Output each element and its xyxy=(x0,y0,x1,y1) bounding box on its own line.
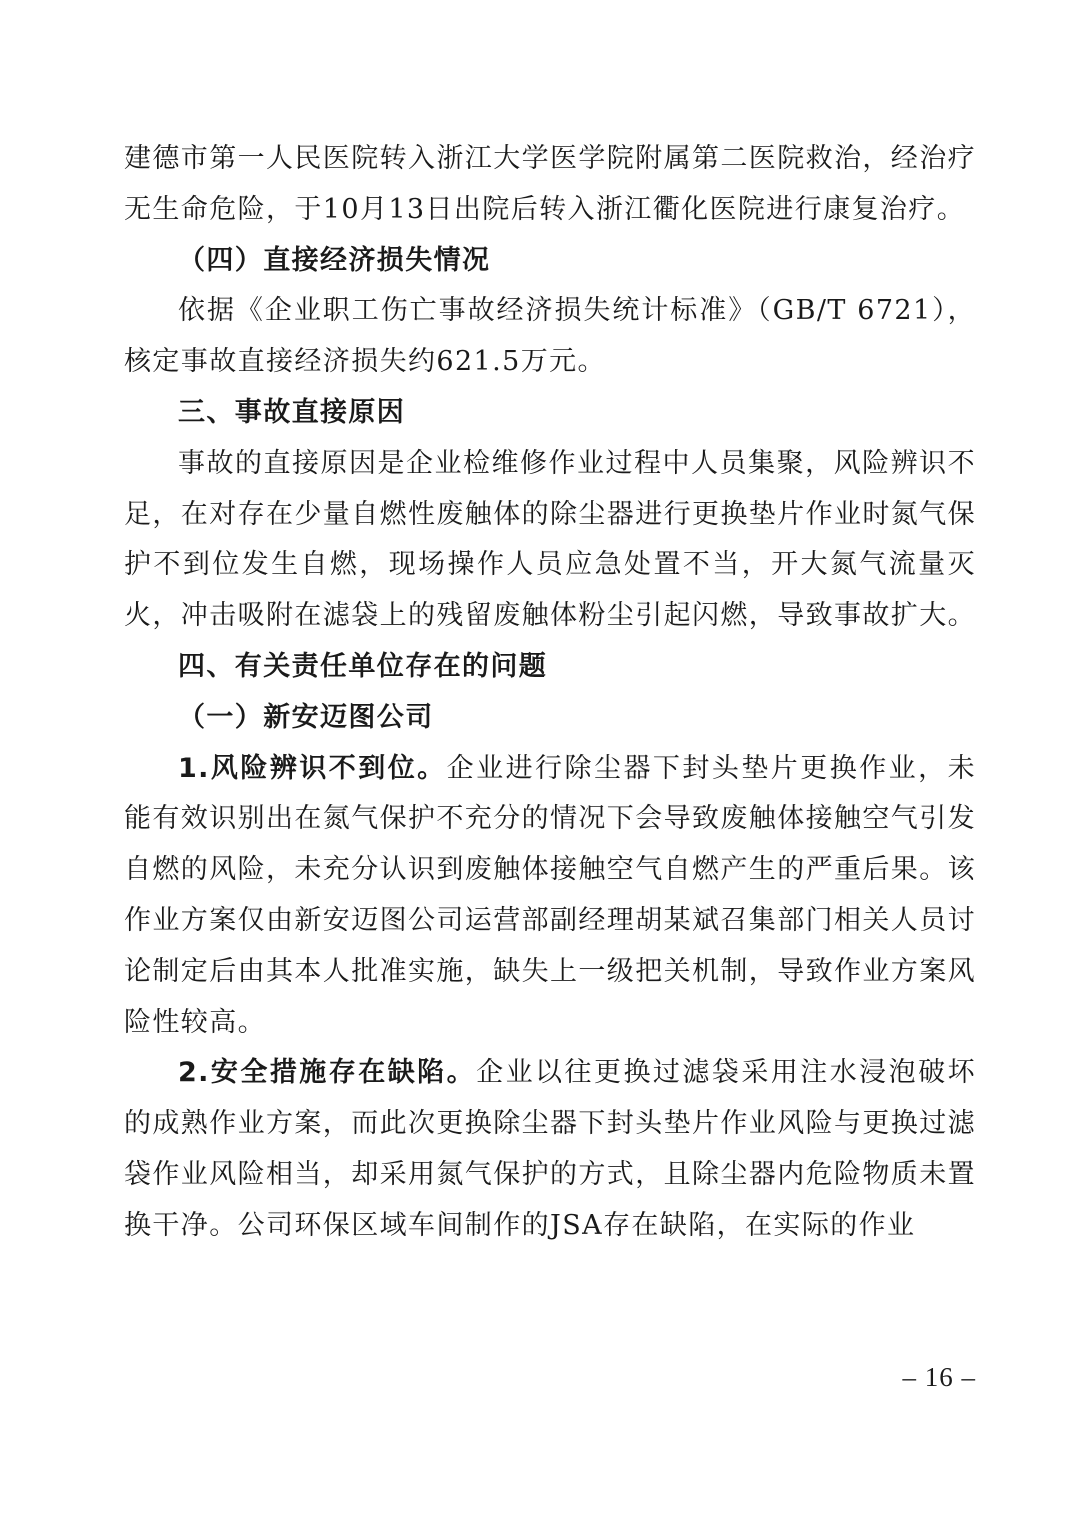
heading-direct-cause: 三、事故直接原因 xyxy=(178,396,406,428)
page-number: – 16 – xyxy=(902,1362,976,1392)
item-1-lead: 1.风险辨识不到位。 xyxy=(178,752,447,784)
item-1-body: 企业进行除尘器下封头垫片更换作业，未能有效识别出在氮气保护不充分的情况下会导致废触体接触空气引发自燃的风险，未充分认识到废触体接触空气自燃产生的严重后果。该作业方案仅由新安迈图公司运营部副经理胡某斌召集部门相关人员讨论制定后由其本人批准实施，缺失上一级把关机制，导致作业方案风险性较高。 xyxy=(124,752,976,1038)
paragraph-treatment: 建德市第一人民医院转入浙江大学医学院附属第二医院救治，经治疗无生命危险，于10月13日出院后转入浙江衢化医院进行康复治疗。 xyxy=(124,143,976,225)
heading-economic-loss: （四）直接经济损失情况 xyxy=(178,244,491,276)
paragraph-item-2 xyxy=(124,1048,976,1251)
item-2-lead: 2.安全措施存在缺陷。 xyxy=(178,1057,477,1089)
body-text xyxy=(124,134,976,1252)
heading-responsible-units: 四、有关责任单位存在的问题 xyxy=(178,650,548,682)
paragraph-item-1 xyxy=(124,744,976,1049)
item-2-body: 企业以往更换过滤袋采用注水浸泡破坏的成熟作业方案，而此次更换除尘器下封头垫片作业风险与更换过滤袋作业风险相当，却采用氮气保护的方式，且除尘器内危险物质未置换干净。公司环保区域车间制作的JSA存在缺陷，在实际的作业 xyxy=(124,1057,976,1241)
heading-company: （一）新安迈图公司 xyxy=(178,701,434,733)
paragraph-economic-loss: 依据《企业职工伤亡事故经济损失统计标准》（GB/T 6721），核定事故直接经济损失约621.5万元。 xyxy=(124,295,976,378)
paragraph-direct-cause: 事故的直接原因是企业检维修作业过程中人员集聚，风险辨识不足，在对存在少量自燃性废触体的除尘器进行更换垫片作业时氮气保护不到位发生自燃，现场操作人员应急处置不当，开大氮气流量灭火，冲击吸附在滤袋上的残留废触体粉尘引起闪燃，导致事故扩大。 xyxy=(124,447,976,632)
